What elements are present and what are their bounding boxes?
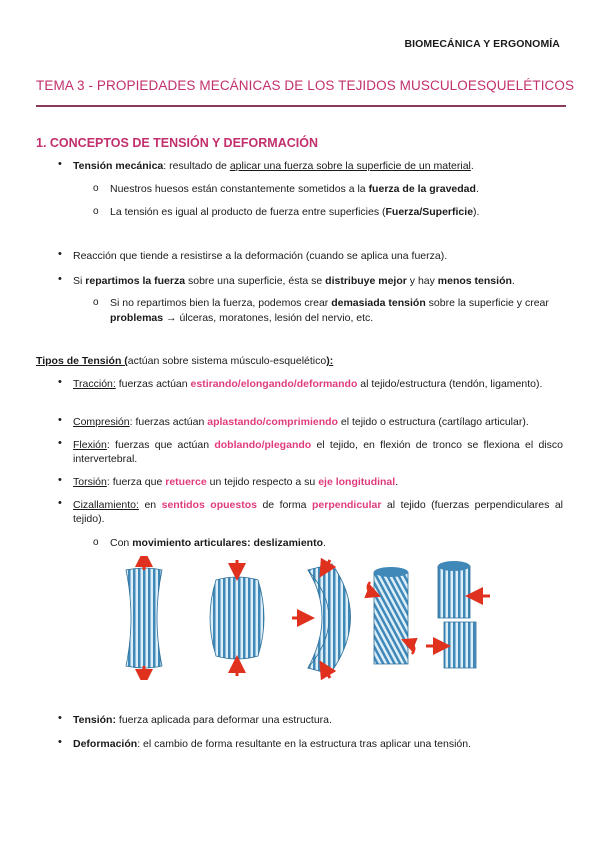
bullet-icon: • [58, 376, 62, 388]
gravedad-line: Nuestros huesos están constantemente sometidos a la fuerza de la gravedad. [110, 183, 479, 195]
flexion-shape [292, 560, 351, 678]
section-heading: 1. CONCEPTOS DE TENSIÓN Y DEFORMACIÓN [36, 136, 318, 150]
bullet-icon: • [58, 736, 62, 748]
cizallamiento-shape [426, 561, 490, 668]
flexion-item: Flexión: fuerzas que actúan doblando/plegando el tejido, en flexión de tronco se flexiona el disco intervertebral. [73, 439, 563, 465]
deformacion-definition: Deformación: el cambio de forma resultante en la estructura tras aplicar una tensión. [73, 738, 472, 750]
bullet-icon: • [58, 712, 62, 724]
circle-bullet-icon: o [93, 206, 99, 217]
problemas-line: problemas → úlceras, moratones, lesión del nervio, etc. [110, 312, 374, 324]
repartir-fuerza-line: Si repartimos la fuerza sobre una superficie, ésta se distribuye mejor y hay menos tensión. [73, 275, 515, 287]
bullet-icon: • [58, 158, 62, 170]
reaccion-line: Reacción que tiende a resistirse a la deformación (cuando se aplica una fuerza). [73, 250, 448, 262]
arrow-right-icon: → [163, 312, 180, 324]
circle-bullet-icon: o [93, 537, 99, 548]
torsion-shape [368, 567, 415, 664]
circle-bullet-icon: o [93, 297, 99, 308]
bullet-icon: • [58, 474, 62, 486]
fuerza-superficie-line: La tensión es igual al producto de fuerza entre superficies (Fuerza/Superficie). [110, 206, 480, 218]
bullet-icon: • [58, 248, 62, 260]
traccion-item: Tracción: fuerzas actúan estirando/elongando/deformando al tejido/estructura (tendón, ligamento). [73, 378, 543, 390]
bullet-icon: • [58, 497, 62, 509]
types-heading: Tipos de Tensión (actúan sobre sistema músculo-esquelético): [36, 355, 334, 367]
compresion-shape [210, 560, 264, 676]
page-title: TEMA 3 - PROPIEDADES MECÁNICAS DE LOS TEJIDOS MUSCULOESQUELÉTICOS [36, 78, 575, 93]
title-divider [36, 105, 566, 107]
bullet-icon: • [58, 273, 62, 285]
circle-bullet-icon: o [93, 183, 99, 194]
deslizamiento-line: Con movimiento articulares: deslizamiento. [110, 537, 326, 549]
bullet-icon: • [58, 437, 62, 449]
demasiada-tension-line: Si no repartimos bien la fuerza, podemos crear demasiada tensión sobre la superficie y crear [110, 297, 549, 309]
tension-types-figure [98, 556, 504, 680]
torsion-item: Torsión: fuerza que retuerce un tejido respecto a su eje longitudinal. [73, 476, 399, 488]
compresion-item: Compresión: fuerzas actúan aplastando/comprimiendo el tejido o estructura (cartílago articular). [73, 416, 529, 428]
traccion-shape [126, 558, 162, 678]
tension-definition: Tensión: fuerza aplicada para deformar una estructura. [73, 714, 332, 726]
bullet-icon: • [58, 414, 62, 426]
tension-mecanica-line: Tensión mecánica: resultado de aplicar una fuerza sobre la superficie de un material. [73, 160, 474, 172]
cizallamiento-item: Cizallamiento: en sentidos opuestos de forma perpendicular al tejido (fuerzas perpendiculares al tejido). [73, 499, 563, 525]
running-header: BIOMECÁNICA Y ERGONOMÍA [404, 38, 560, 50]
